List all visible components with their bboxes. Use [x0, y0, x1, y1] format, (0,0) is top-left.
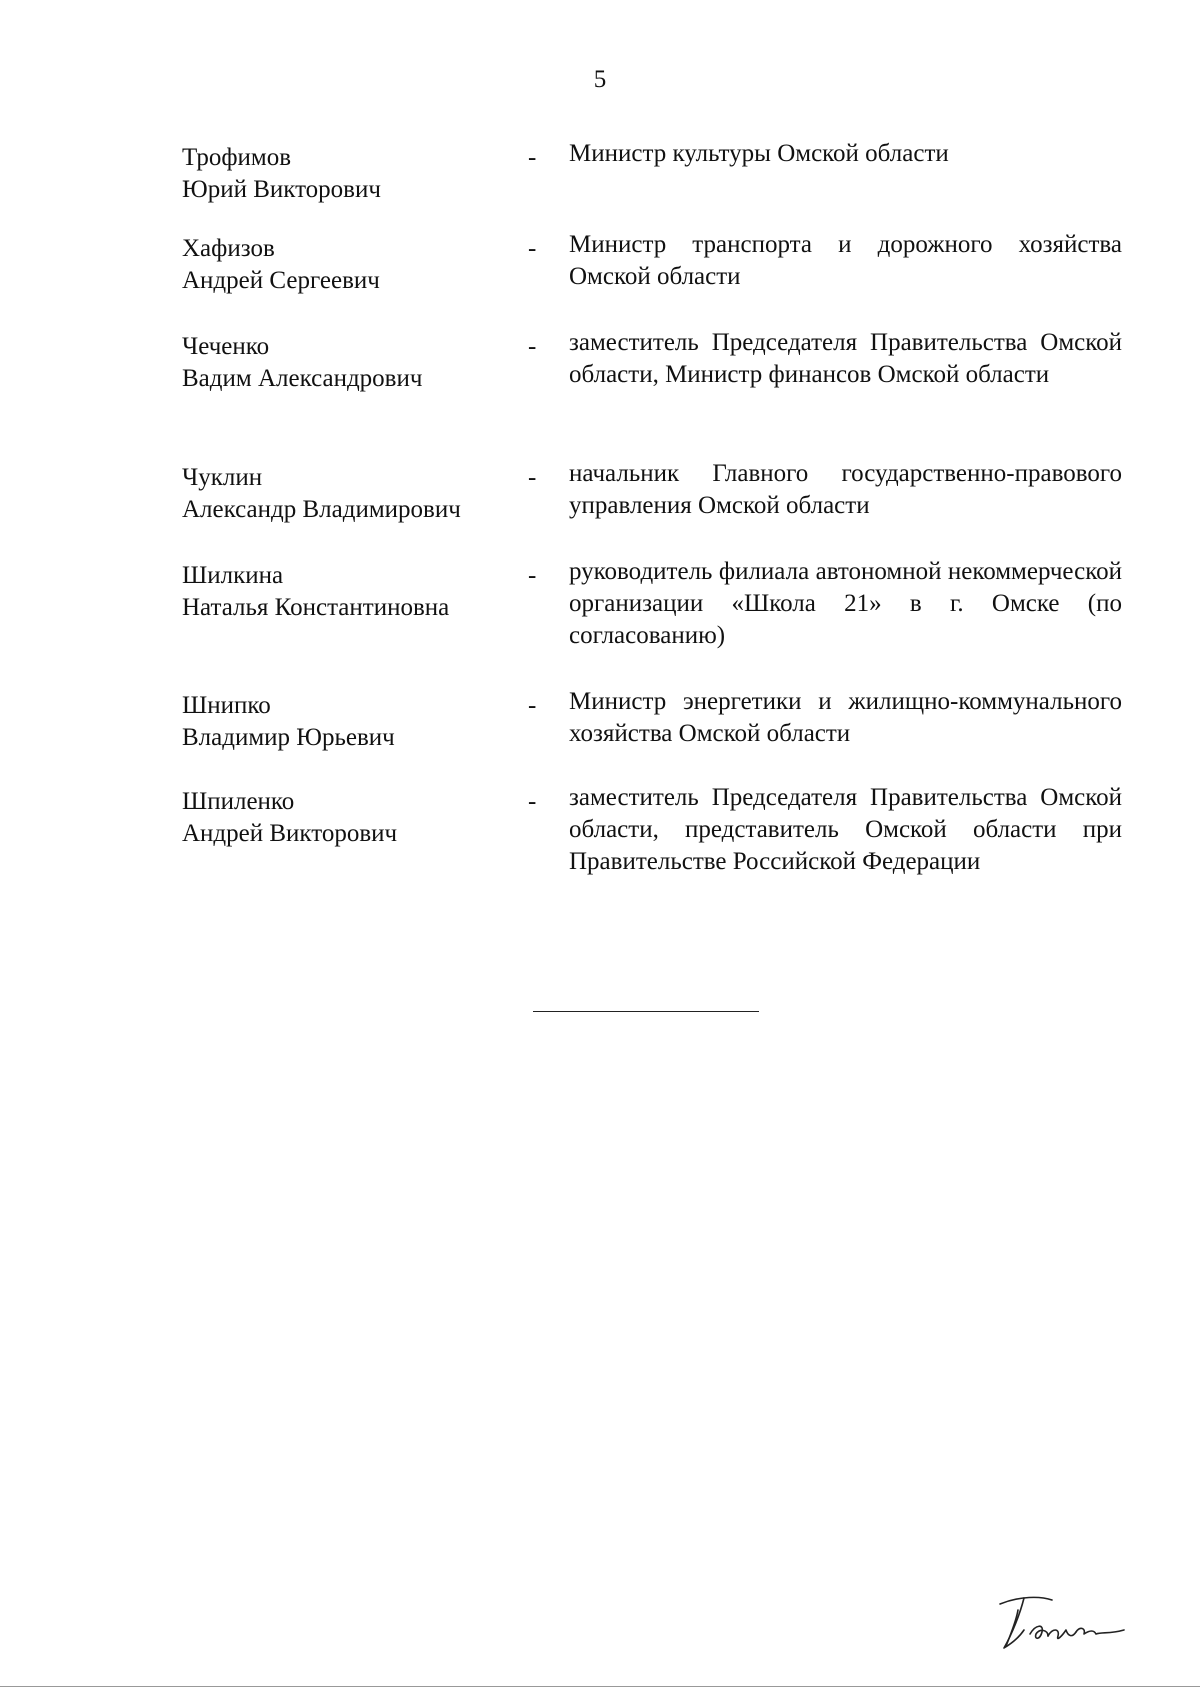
member-name: [182, 462, 522, 526]
member-surname: Чуклин: [182, 464, 263, 491]
member-given-names: Владимир Юрьевич: [182, 724, 395, 751]
separator-dash: -: [528, 333, 537, 360]
member-given-names: Наталья Константиновна: [182, 594, 450, 621]
separator-dash: -: [528, 144, 537, 171]
member-name: [182, 142, 522, 206]
member-role: начальник Главного государственно-правового управления Омской области: [569, 460, 1122, 519]
member-role: заместитель Председателя Правительства Омской области, Министр финансов Омской области: [569, 329, 1122, 388]
member-given-names: Андрей Сергеевич: [182, 267, 380, 294]
member-name: [182, 690, 522, 754]
member-given-names: Андрей Викторович: [182, 820, 398, 847]
member-name: [182, 560, 522, 624]
member-name: [182, 233, 522, 297]
separator-dash: -: [528, 562, 537, 589]
member-given-names: Александр Владимирович: [182, 496, 461, 523]
member-name: [182, 786, 522, 850]
member-surname: Чеченко: [182, 333, 270, 360]
separator-dash: -: [528, 692, 537, 719]
member-role: Министр энергетики и жилищно-коммунального хозяйства Омской области: [569, 688, 1122, 747]
member-surname: Трофимов: [182, 144, 292, 171]
separator-dash: -: [528, 235, 537, 262]
member-role: Министр культуры Омской области: [569, 140, 949, 167]
scan-edge-line: [0, 1686, 1200, 1687]
separator-dash: -: [528, 464, 537, 491]
signature-icon: [990, 1590, 1140, 1660]
member-role: руководитель филиала автономной некоммерческой организации «Школа 21» в г. Омске (по согласованию): [569, 558, 1122, 649]
member-surname: Шилкина: [182, 562, 284, 589]
member-surname: Шнипко: [182, 692, 271, 719]
page-number: 5: [593, 66, 607, 93]
member-given-names: Юрий Викторович: [182, 176, 381, 203]
member-given-names: Вадим Александрович: [182, 365, 423, 392]
member-surname: Хафизов: [182, 235, 275, 262]
member-role: Министр транспорта и дорожного хозяйства Омской области: [569, 231, 1122, 290]
member-name: [182, 331, 522, 395]
member-surname: Шпиленко: [182, 788, 295, 815]
separator-dash: -: [528, 788, 537, 815]
closing-rule: [533, 1011, 759, 1012]
member-role: заместитель Председателя Правительства Омской области, представитель Омской области при Правительстве Российской Федерации: [569, 784, 1122, 875]
